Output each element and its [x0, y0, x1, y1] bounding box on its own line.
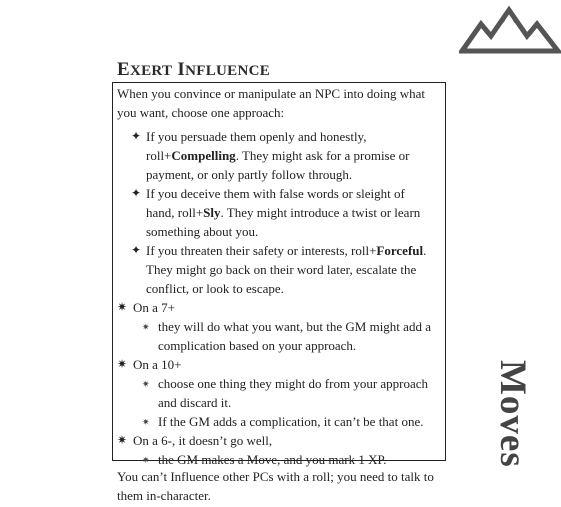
intro-line: When you convince or manipulate an NPC into doing what	[117, 86, 425, 101]
text-span: If you threaten their safety or interests, roll+	[146, 243, 377, 258]
page-title	[117, 59, 270, 81]
result-item-line: the GM makes a Move, and you mark 1 XP.	[158, 452, 387, 467]
footer-note-line: them in-character.	[117, 488, 211, 503]
sub-bullet: ✷	[142, 379, 150, 389]
text-span: . They might introduce a twist or learn	[220, 205, 421, 220]
approach-line: conflict, or look to escape.	[146, 281, 284, 296]
title-part: XERT	[129, 63, 173, 79]
approach-line: payment, or only partly follow through.	[146, 167, 353, 182]
result-item-line: If the GM adds a complication, it can’t be that one.	[158, 414, 424, 429]
title-letter: E	[117, 59, 130, 80]
approach-bullet: ✦	[131, 186, 142, 200]
approach-line	[146, 203, 420, 222]
text-span: hand, roll+	[146, 205, 204, 220]
approach-bullet: ✦	[131, 243, 142, 257]
result-label: On a 10+	[133, 357, 182, 372]
approach-bullet: ✦	[131, 129, 142, 143]
intro-line: you want, choose one approach:	[117, 105, 285, 120]
approach-line: They might go back on their word later, escalate the	[146, 262, 417, 277]
approach-line: something about you.	[146, 224, 259, 239]
approach-line: If you persuade them openly and honestly,	[146, 129, 367, 144]
text-span: .	[423, 243, 427, 258]
footer-note-line: You can’t Influence other PCs with a roll; you need to talk to	[117, 469, 434, 484]
stat-name: Sly	[203, 205, 221, 220]
result-bullet: ✷	[117, 300, 128, 314]
stat-name: Compelling	[171, 148, 236, 163]
text-span: roll+	[146, 148, 172, 163]
section-side-label: Moves	[492, 360, 533, 468]
result-bullet: ✷	[117, 433, 128, 447]
result-item-line: they will do what you want, but the GM might add a	[158, 319, 431, 334]
result-item-line: choose one thing they might do from your approach	[158, 376, 429, 391]
sub-bullet: ✷	[142, 417, 150, 427]
stat-name: Forceful	[376, 243, 424, 258]
title-letter: I	[177, 59, 186, 80]
approach-line	[146, 241, 426, 260]
title-part: NFLUENCE	[185, 63, 271, 79]
result-item-line: and discard it.	[158, 395, 232, 410]
result-bullet: ✷	[117, 357, 128, 371]
result-label: On a 7+	[133, 300, 175, 315]
approach-line	[146, 146, 409, 165]
sub-bullet: ✷	[142, 322, 150, 332]
mountains-icon	[459, 6, 561, 59]
sub-bullet: ✷	[142, 455, 150, 465]
text-span: . They might ask for a promise or	[235, 148, 410, 163]
result-label: On a 6-, it doesn’t go well,	[133, 433, 273, 448]
result-item-line: complication based on your approach.	[158, 338, 357, 353]
approach-line: If you deceive them with false words or sleight of	[146, 186, 405, 201]
